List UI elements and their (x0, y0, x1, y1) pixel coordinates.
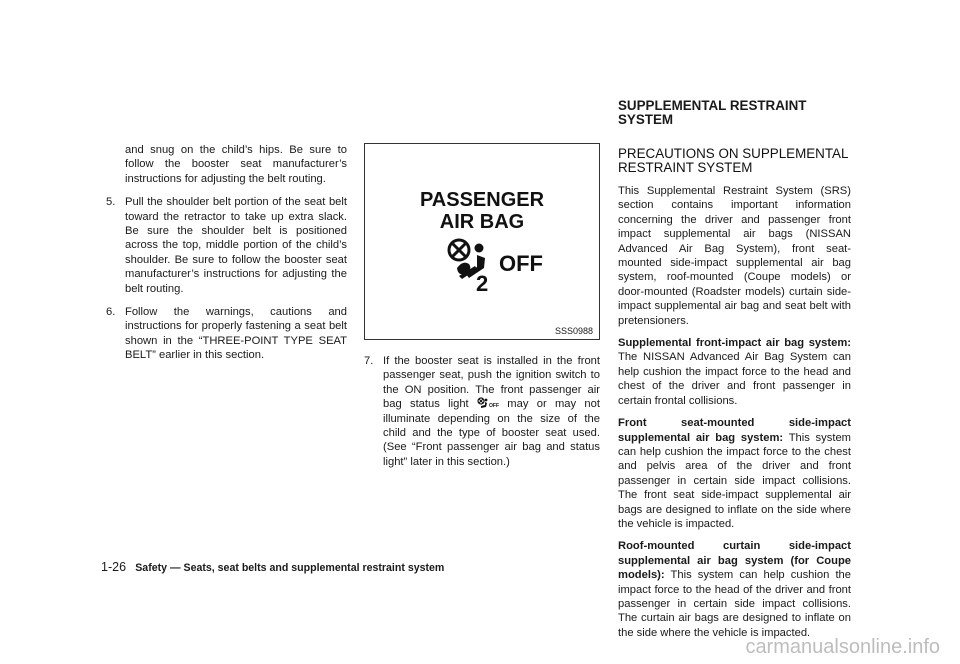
list-text-after: may or may not illuminate depending on the size of the child and the type of booster seat used. (See “Front passenger air bag and status light” later in this section.) (383, 398, 600, 468)
list-text-before: If the booster seat is installed in the front passenger seat, push the ignition switch to the ON position. The front passenger air bag status light (383, 355, 600, 411)
list-item-6 (106, 305, 347, 363)
paragraph-text: This system can help cushion the impact force to the head of the driver and front passenger in certain side impact collisions. The curtain air bags are designed to inflate on the side where the vehicle is impacted. (618, 569, 851, 639)
continued-paragraph: and snug on the child’s hips. Be sure to follow the booster seat manufacturer’s instructions for adjusting the belt routing. (125, 144, 347, 185)
list-number: 7. (364, 355, 374, 367)
paragraph-curtain-side-impact (618, 539, 851, 640)
paragraph-lead: Supplemental front-impact air bag system: (618, 337, 851, 350)
paragraph-text: The NISSAN Advanced Air Bag System can help cushion the impact force to the head and chest of the driver and front passenger in certain frontal collisions. (618, 351, 851, 407)
figure-code: SSS0988 (554, 326, 593, 336)
list-number: 6. (106, 306, 116, 319)
list-text: Pull the shoulder belt portion of the seat belt toward the retractor to take up extra slack. Be sure the shoulder belt is positioned across the top, middle portion of the child’s shoulder. Be sure to follow the booster seat manufacturer’s instructions for adjusting the belt routing. (125, 196, 347, 295)
figure-label-passenger: PASSENGER (419, 189, 545, 211)
list-text: Follow the warnings, cautions and instructions for properly fastening a seat belt shown in the “THREE-POINT TYPE SEAT BELT” earlier in this section. (125, 306, 347, 362)
paragraph-lead: Front seat-mounted side-impact supplemental air bag system: (618, 417, 851, 444)
page-footer (101, 560, 444, 575)
subsection-title: PRECAUTIONS ON SUPPLEMENTAL RESTRAINT SYSTEM (618, 146, 848, 175)
list-text (383, 354, 600, 469)
page-number: 1-26 (101, 560, 127, 574)
figure-label-airbag: AIR BAG (439, 211, 525, 233)
airbag-off-status-icon (477, 397, 499, 409)
passenger-airbag-off-icon (447, 238, 503, 292)
list-number: 5. (106, 196, 116, 209)
paragraph-seat-side-impact (618, 416, 851, 531)
section-title: SUPPLEMENTAL RESTRAINT SYSTEM (618, 98, 807, 127)
intro-paragraph: This Supplemental Restraint System (SRS) section contains important information concerning the driver and passenger front impact supplemental air bags (NISSAN Advanced Air Bag System), front seat-mounted side-impact supplemental air bag system, roof-mounted (Coupe models) or door-mounted (Roadster models) curtain side-impact supplemental air bag and seat belt with pretensioners. (618, 185, 851, 327)
paragraph-text: This system can help cushion the impact force to the chest and pelvis area of the driver and front passenger in certain side impact collisions. The front seat side-impact supplemental air bags are designed to inflate on the side where the vehicle is impacted. (618, 431, 851, 530)
column-left (106, 143, 347, 372)
figure-off-label: OFF (499, 251, 543, 276)
airbag-status-figure (364, 143, 600, 340)
paragraph-front-impact (618, 336, 851, 408)
column-middle (364, 143, 600, 478)
footer-title: Safety — Seats, seat belts and supplemental restraint system (135, 562, 445, 574)
watermark: carmanualsonline.info (745, 636, 940, 658)
svg-text:2: 2 (476, 271, 489, 292)
column-right (618, 99, 851, 648)
inline-icon-off-text: OFF (488, 403, 499, 410)
paragraph-lead: Roof-mounted curtain side-impact supplemental air bag system (for Coupe models): (618, 540, 851, 582)
list-item-7 (364, 354, 600, 469)
list-item-5 (106, 195, 347, 296)
